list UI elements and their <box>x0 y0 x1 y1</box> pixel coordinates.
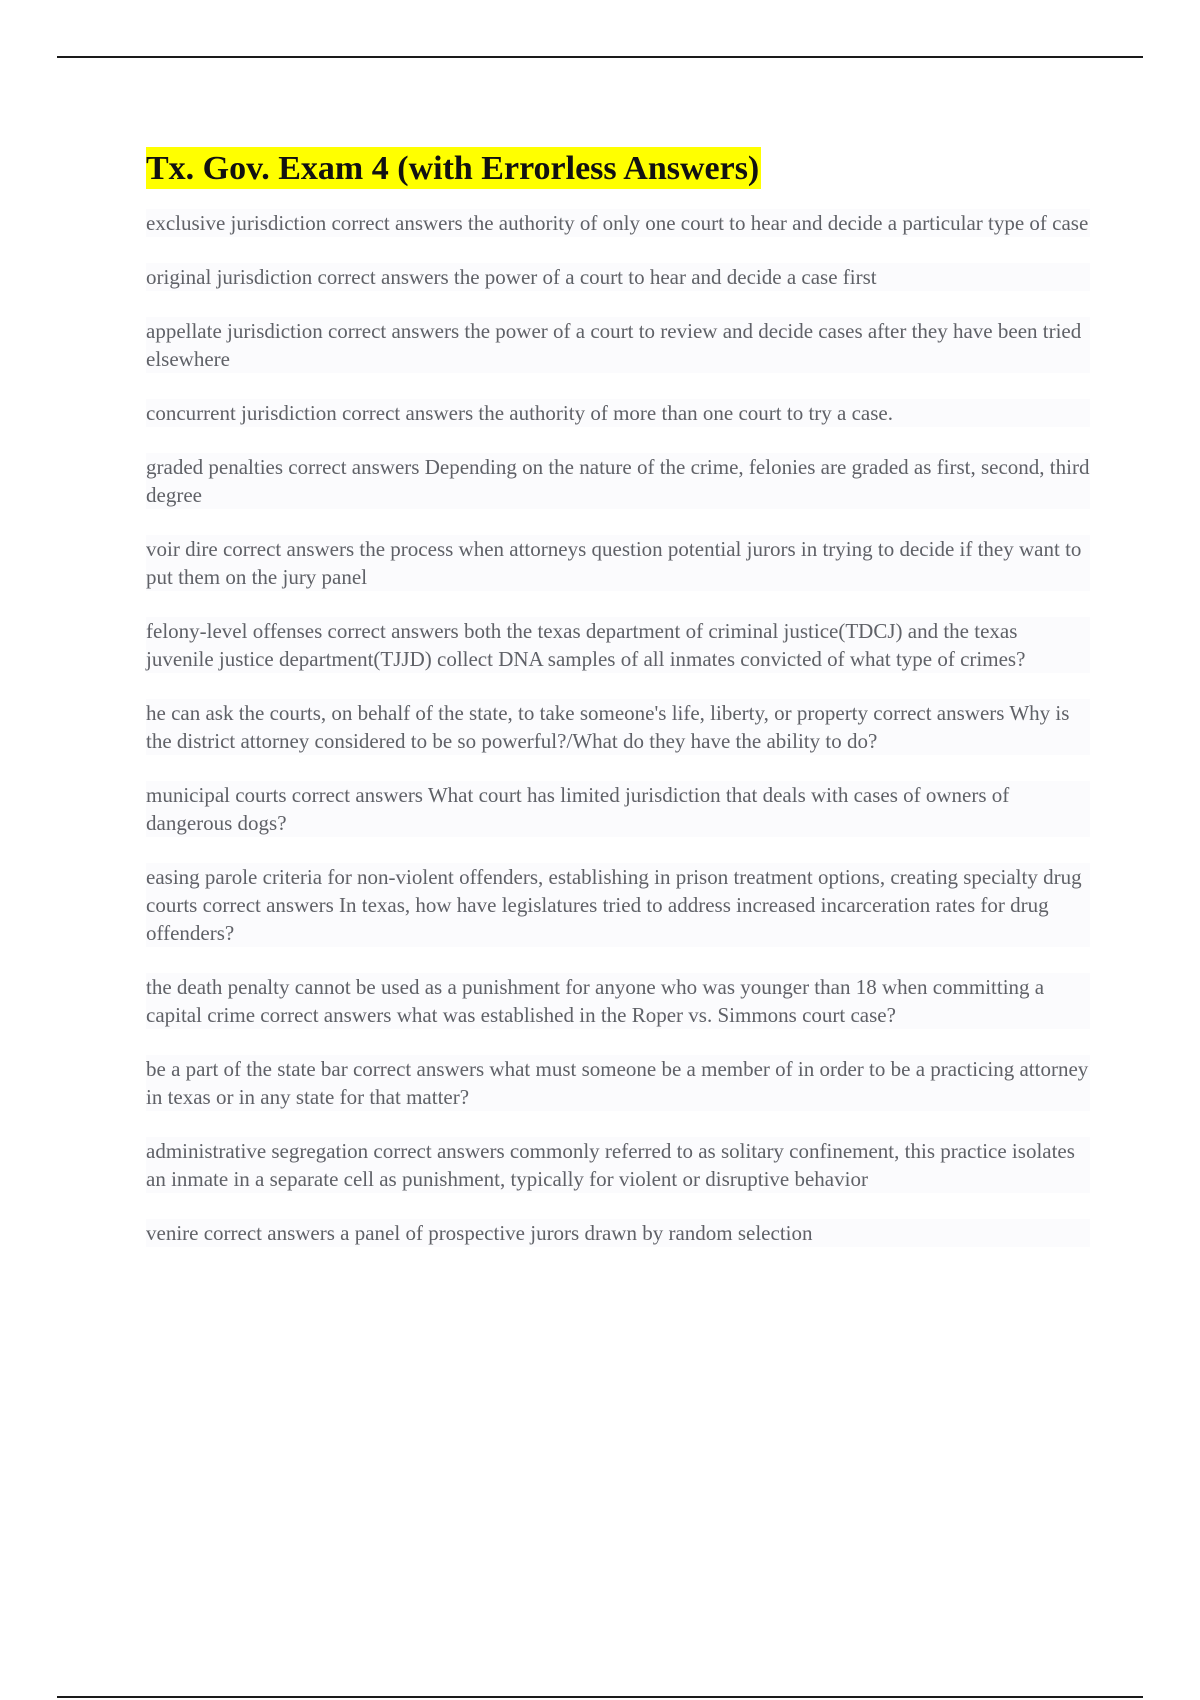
bottom-rule <box>57 1696 1143 1698</box>
qa-entry-venire: venire correct answers a panel of prospective jurors drawn by random selection <box>146 1219 1090 1247</box>
qa-entry-concurrent-jurisdiction: concurrent jurisdiction correct answers the authority of more than one court to try a case. <box>146 399 1090 427</box>
document-body <box>146 147 1090 1273</box>
qa-entry-exclusive-jurisdiction: exclusive jurisdiction correct answers the authority of only one court to hear and decide a particular type of case <box>146 211 1089 235</box>
qa-list <box>146 209 1090 1247</box>
qa-entry-graded-penalties: graded penalties correct answers Depending on the nature of the crime, felonies are graded as first, second, third degree <box>146 455 1090 507</box>
qa-entry-administrative-segregation: administrative segregation correct answers commonly referred to as solitary confinement, this practice isolates an inmate in a separate cell as punishment, typically for violent or disruptive behavior <box>146 1137 1090 1193</box>
document-title: Tx. Gov. Exam 4 (with Errorless Answers) <box>146 147 761 189</box>
qa-entry-easing-parole: easing parole criteria for non-violent offenders, establishing in prison treatment options, creating specialty drug courts correct answers In texas, how have legislatures tried to address increased incarceration rates for drug offenders? <box>146 863 1090 947</box>
qa-entry-original-jurisdiction: original jurisdiction correct answers the power of a court to hear and decide a case first <box>146 263 1090 291</box>
top-rule <box>57 56 1143 58</box>
qa-entry-death-penalty: the death penalty cannot be used as a punishment for anyone who was younger than 18 when committing a capital crime correct answers what was established in the Roper vs. Simmons court case? <box>146 973 1090 1029</box>
qa-entry-state-bar: be a part of the state bar correct answers what must someone be a member of in order to be a practicing attorney in texas or in any state for that matter? <box>146 1057 1089 1109</box>
qa-entry-district-attorney: he can ask the courts, on behalf of the state, to take someone's life, liberty, or property correct answers Why is the district attorney considered to be so powerful?/What do they have the ability to do? <box>146 699 1090 755</box>
qa-entry-felony-level-offenses: felony-level offenses correct answers both the texas department of criminal justice(TDCJ) and the texas juvenile justice department(TJJD) collect DNA samples of all inmates convicted of what type of crimes? <box>146 617 1090 673</box>
qa-entry-municipal-courts: municipal courts correct answers What court has limited jurisdiction that deals with cases of owners of dangerous dogs? <box>146 781 1090 837</box>
qa-entry-voir-dire: voir dire correct answers the process when attorneys question potential jurors in trying to decide if they want to put them on the jury panel <box>146 535 1090 591</box>
qa-entry-appellate-jurisdiction: appellate jurisdiction correct answers the power of a court to review and decide cases after they have been tried elsewhere <box>146 317 1090 373</box>
